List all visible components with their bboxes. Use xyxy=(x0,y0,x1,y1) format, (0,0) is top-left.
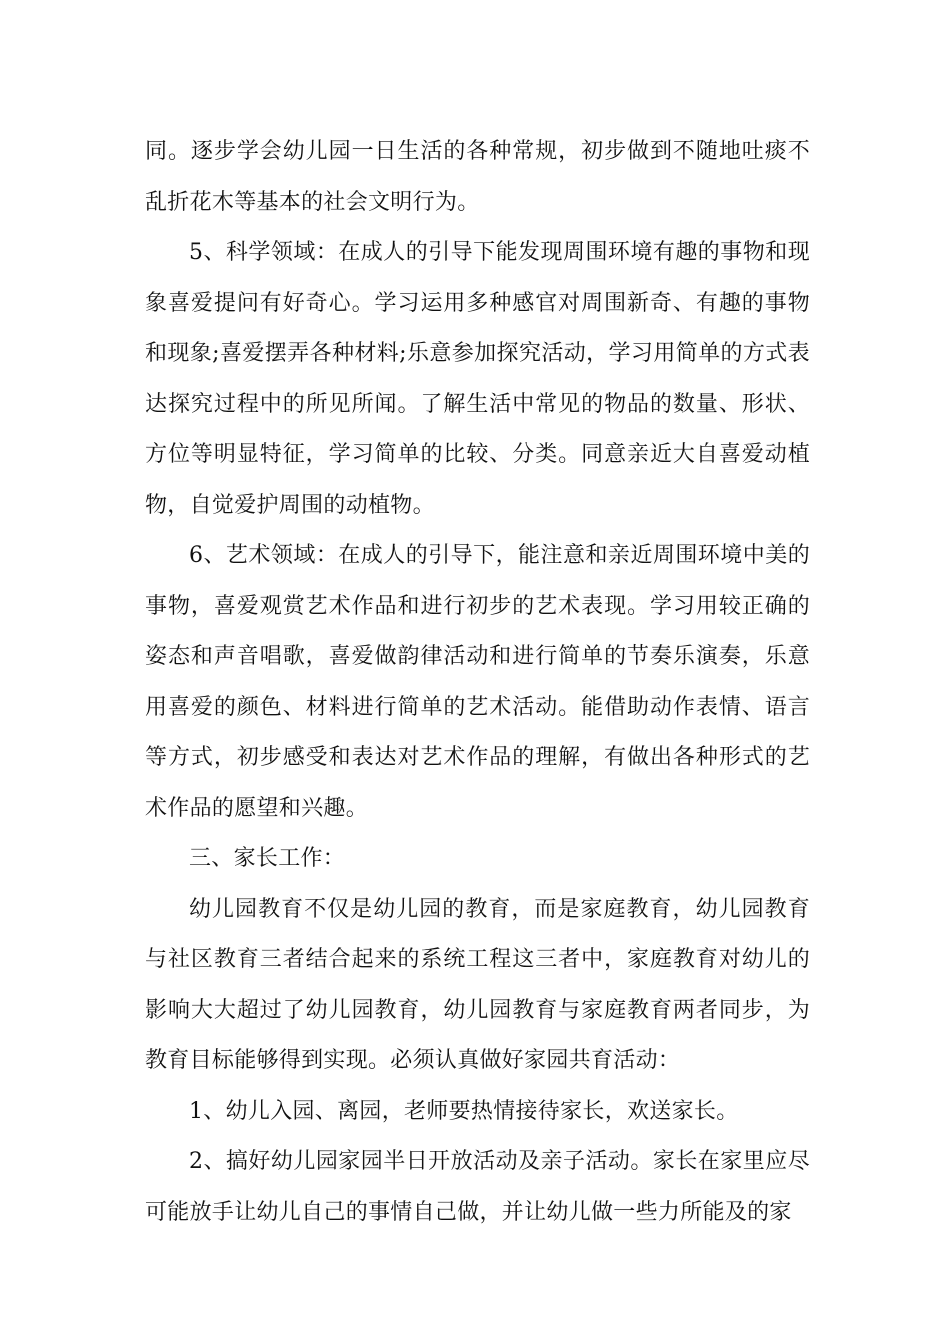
list-item-1: 1、幼儿入园、离园，老师要热情接待家长，欢送家长。 xyxy=(189,1098,739,1124)
paragraph-parent-work-intro: 幼儿园教育不仅是幼儿园的教育，而是家庭教育，幼儿园教育与社区教育三者结合起来的系统工程这三者中，家庭教育对幼儿的影响大大超过了幼儿园教育，幼儿园教育与家庭教育两者同步，为教育目标能够得到实现。必须认真做好家园共育活动： xyxy=(145,896,810,1073)
paragraph-art-domain: 6、艺术领域：在成人的引导下，能注意和亲近周围环境中美的事物，喜爱观赏艺术作品和进行初步的艺术表现。学习用较正确的姿态和声音唱歌，喜爱做韵律活动和进行简单的节奏乐演奏，乐意用喜爱的颜色、材料进行简单的艺术活动。能借助动作表情、语言等方式，初步感受和表达对艺术作品的理解，有做出各种形式的艺术作品的愿望和兴趣。 xyxy=(145,543,810,821)
paragraph-continuation: 同。逐步学会幼儿园一日生活的各种常规，初步做到不随地吐痰不乱折花木等基本的社会文明行为。 xyxy=(145,139,810,215)
section-heading-parent-work: 三、家长工作： xyxy=(189,846,346,871)
paragraph-science-domain: 5、科学领域：在成人的引导下能发现周围环境有趣的事物和现象喜爱提问有好奇心。学习运用多种感官对周围新奇、有趣的事物和现象;喜爱摆弄各种材料;乐意参加探究活动，学习用简单的方式表达探究过程中的所见所闻。了解生活中常见的物品的数量、形状、方位等明显特征，学习简单的比较、分类。同意亲近大自喜爱动植物，自觉爱护周围的动植物。 xyxy=(145,240,810,518)
list-item-2: 2、搞好幼儿园家园半日开放活动及亲子活动。家长在家里应尽可能放手让幼儿自己的事情自己做，并让幼儿做一些力所能及的家 xyxy=(145,1149,810,1225)
document-body xyxy=(145,127,810,1238)
